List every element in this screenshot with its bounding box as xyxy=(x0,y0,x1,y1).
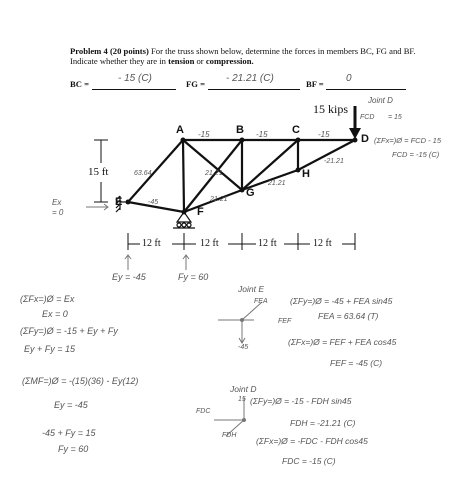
node-e-label: E xyxy=(115,196,123,208)
note-ef: -45 xyxy=(148,199,159,206)
joint-e-45: -45 xyxy=(238,344,249,351)
joint-e-fbd xyxy=(218,302,262,343)
joint-d2-fdh: FDH xyxy=(222,432,237,439)
span-label-2: 12 ft xyxy=(200,238,219,249)
span-label-3: 12 ft xyxy=(258,238,277,249)
joint-d2-eq-4: FDC = -15 (C) xyxy=(282,456,336,466)
left-eq-5: (ΣMF=)Ø = -(15)(36) - Ey(12) xyxy=(22,376,139,386)
joint-d-fcd: FCD xyxy=(360,114,375,121)
joint-e-fea: FEA xyxy=(254,298,268,305)
bc-label: BC = xyxy=(70,79,89,89)
note-cd: -15 xyxy=(318,130,330,139)
node-h-label: H xyxy=(302,168,310,180)
left-eq-6: Ey = -45 xyxy=(54,400,88,410)
joint-e-eq-4: FEF = -45 (C) xyxy=(330,358,383,368)
load-arrow xyxy=(349,106,361,139)
left-eq-7: -45 + Fy = 15 xyxy=(42,428,96,438)
joint-e-fef: FEF xyxy=(278,318,292,325)
problem-heading: Problem 4 (20 points) xyxy=(70,46,149,56)
fg-answer-value: - 21.21 (C) xyxy=(226,73,274,84)
left-eq-1: (ΣFx=)Ø = Ex xyxy=(20,294,75,304)
height-label: 15 ft xyxy=(88,166,109,178)
ex-label: Ex xyxy=(52,198,62,207)
joint-d-fbd xyxy=(214,398,246,436)
joint-d2-eq-2: FDH = -21.21 (C) xyxy=(290,418,356,428)
note-ea: 63.64 xyxy=(134,170,152,177)
bc-answer-value: - 15 (C) xyxy=(118,73,152,84)
tension-word: tension xyxy=(168,56,195,66)
reaction-ey: Ey = -45 xyxy=(112,272,146,282)
joint-d-eq1: (ΣFx=)Ø = FCD - 15 xyxy=(374,136,442,145)
joint-e-eq-1: (ΣFy=)Ø = -45 + FEA sin45 xyxy=(290,296,393,306)
joint-d2-title: Joint D xyxy=(230,384,257,394)
bf-label: BF = xyxy=(306,79,324,89)
or-word: or xyxy=(196,56,204,66)
fg-label: FG = xyxy=(186,79,205,89)
span-label-4: 12 ft xyxy=(313,238,332,249)
span-label-1: 12 ft xyxy=(142,238,161,249)
node-b-label: B xyxy=(236,124,244,136)
member-ag xyxy=(183,140,242,190)
joint-d-eq2: FCD = -15 (C) xyxy=(392,150,440,159)
joint-e-eq-2: FEA = 63.64 (T) xyxy=(318,311,379,321)
bf-answer-value: 0 xyxy=(346,73,352,84)
note-ab: -15 xyxy=(198,130,210,139)
note-hd: -21.21 xyxy=(324,158,344,165)
compression-word: compression. xyxy=(205,56,254,66)
left-eq-4: Ey + Fy = 15 xyxy=(24,344,76,354)
left-eq-3: (ΣFy=)Ø = -15 + Ey + Fy xyxy=(20,326,118,336)
reaction-arrows xyxy=(86,204,189,270)
joint-e-eq-3: (ΣFx=)Ø = FEF + FEA cos45 xyxy=(288,337,397,347)
note-bc: -15 xyxy=(256,130,268,139)
note-ag: 21.21 xyxy=(205,170,223,177)
joint-d-title: Joint D xyxy=(368,96,393,105)
member-hd xyxy=(298,140,355,170)
reaction-fy: Fy = 60 xyxy=(178,272,209,282)
note-fg: 21.21 xyxy=(210,196,228,203)
joint-d2-eq-1: (ΣFy=)Ø = -15 - FDH sin45 xyxy=(250,396,352,406)
node-f-label: F xyxy=(197,206,204,218)
problem-text: For the truss shown below, determine the forces in members BC, FG and BF. Indicate whether they are in xyxy=(70,46,416,66)
load-label: 15 kips xyxy=(313,102,349,116)
note-gh: 21.21 xyxy=(268,180,286,187)
joint-d2-eq-3: (ΣFx=)Ø = -FDC - FDH cos45 xyxy=(256,436,368,446)
joint-d2-15: 15 xyxy=(238,396,246,403)
joint-d-15: = 15 xyxy=(388,114,402,121)
node-a-label: A xyxy=(176,124,184,136)
node-d-label: D xyxy=(361,133,369,145)
node-c-label: C xyxy=(292,124,300,136)
joint-d2-fdc: FDC xyxy=(196,408,211,415)
left-eq-2: Ex = 0 xyxy=(42,309,68,319)
joint-e-title: Joint E xyxy=(238,284,264,294)
node-g-label: G xyxy=(246,187,255,199)
ex-value: = 0 xyxy=(52,208,64,217)
truss-members xyxy=(128,140,355,212)
left-eq-8: Fy = 60 xyxy=(58,444,89,454)
member-af xyxy=(183,140,184,212)
